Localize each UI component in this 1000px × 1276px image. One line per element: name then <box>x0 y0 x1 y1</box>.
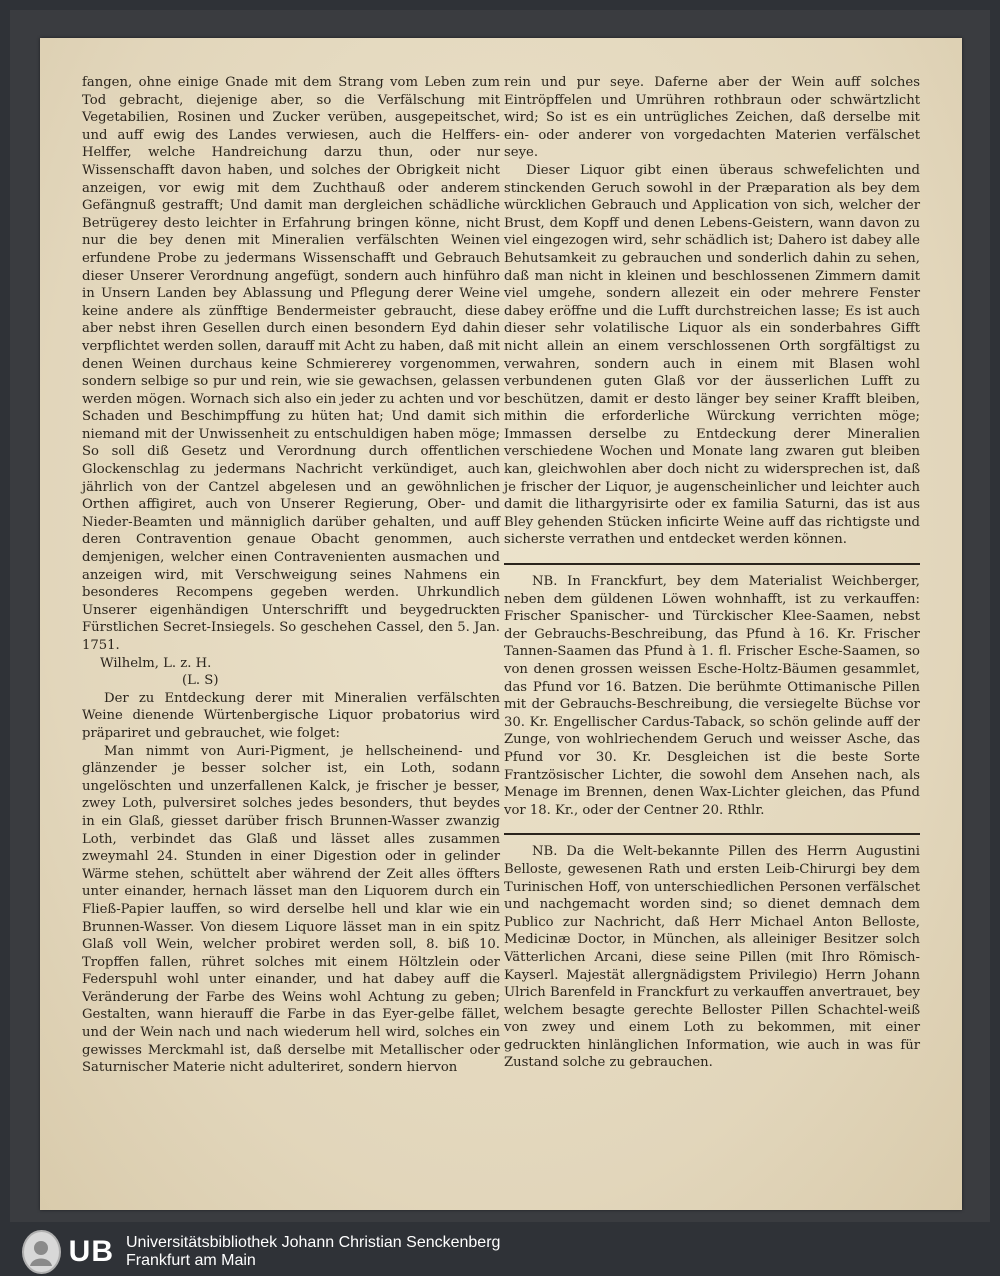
institution-line-2: Frankfurt am Main <box>126 1252 256 1269</box>
decree-paragraph: fangen, ohne einige Gnade mit dem Strang vom Leben zum Tod gebracht, diejenige aber, so die Verfälschung mit Vegetabilien, Rosinen und Zucker verüben, ausgepeitschet, und auff ewig des Landes verwiesen, auch die Helffers-Helffer, welche Handreichung darzu thun, oder nur Wissenschafft davon haben, und solches der Obrigkeit nicht anzeigen, vor ewig mit dem Zuchthauß oder anderem Gefängnuß gestrafft; Und damit man dergleichen schädliche Betrügerey desto leichter in Erfahrung bringen könne, nicht nur die bey denen mit Mineralien verfälschten Weinen erfundene Probe zu jedermans Wissenschafft und Gebrauch dieser Unserer Verordnung angefügt, sondern auch hinführo in Unsern Landen bey Ablassung und Pflegung derer Weine keine andere als zünfftige Bendermeister gebraucht, diese aber nebst ihren Gesellen durch einen besondern Eyd dahin verpflichtet werden sollen, darauff mit Acht zu haben, daß mit denen Weinen durchaus keine Schmiererey vorgenommen, sondern selbige so pur und rein, wie sie gewachsen, gelassen werden mögen. Wornach sich also ein jeder zu achten und vor Schaden und Beschimpffung zu hüten hat; Und damit sich niemand mit der Unwissenheit zu entschuldigen haben möge; So soll diß Gesetz und Verordnung durch offentlichen Glockenschlag zu jedermans Nachricht verkündiget, auch jährlich von der Cantzel abgelesen und an gewöhnlichen Orthen affigiret, auch von Unserer Regierung, Ober- und Nieder-Beamten und männiglich darüber gehalten, und auff deren Contravention genaue Obacht genommen, auch demjenigen, welcher einen Contravenienten ausmachen und anzeigen wird, mit Verschweigung seines Nahmens ein besonderes Recompens gegeben werden. Uhrkundlich Unserer eigenhändigen Unterschrifft und beygedruckten Fürstlichen Secret-Insiegels. So geschehen Cassel, den 5. Jan. 1751. <box>82 75 500 653</box>
document-page <box>40 38 962 1210</box>
notice-belloste <box>504 843 920 1072</box>
signature: Wilhelm, L. z. H. <box>100 655 212 671</box>
continuation-paragraph: rein und pur seye. Daferne aber der Wein auff solches Eintröpffelen und Umrühren rothbraun oder schwärtzlicht wird; So ist es ein untrügliches Zeichen, daß derselbe mit ein- oder anderer von vorgedachten Materien verfälschet seye. <box>504 75 920 161</box>
liquor-intro-paragraph: Der zu Entdeckung derer mit Mineralien verfälschten Weine dienende Würtenbergische Liquor probatorius wird präpariret und gebrauchet, wie folget: <box>82 690 500 741</box>
section-divider <box>504 563 920 565</box>
senckenberg-portrait-icon <box>22 1230 61 1274</box>
right-column <box>504 74 920 1072</box>
warning-paragraph: Dieser Liquor gibt einen überaus schwefelichten und stinckenden Geruch sowohl in der Præparation als bey dem würcklichen Gebrauch und Application von sich, welcher der Brust, dem Kopff und denen Lebens-Geistern, wann davon zu viel eingezogen wird, sehr schädlich ist; Dahero ist dabey alle Behutsamkeit zu gebrauchen und sonderlich dahin zu sehen, daß man nicht in kleinen und beschlossenen Zimmern damit viel umgehe, sondern allezeit ein oder mehrere Fenster dabey eröffne und die Lufft durchstreichen lasse; Es ist auch dieser sehr volatilische Liquor als ein sonderbahres Gifft nicht allein an einem verschlossenen Orth sorgfältigst zu verwahren, sondern auch in einem mit Blasen wohl verbundenen guten Glaß vor der äusserlichen Lufft zu beschützen, damit er desto länger bey seiner Krafft bleiben, mithin die erforderliche Würckung verrichten möge; Immassen derselbe zu Entdeckung derer Mineralien verschiedene Wochen und Monate lang zwaren gut bleiben kan, gleichwohlen aber doch nicht zu widersprechen ist, daß je frischer der Liquor, je augenscheinlicher und leichter auch damit die lithargyrisirte oder ex familia Saturni, das ist aus Bley gehenden Stücken inficirte Weine auff das richtigste und sicherste verrathen und entdecket werden können. <box>504 162 920 548</box>
logo-text: UB <box>68 1235 114 1268</box>
library-footer <box>0 1226 1000 1276</box>
library-logo[interactable] <box>22 1230 114 1274</box>
left-column <box>82 74 500 1077</box>
institution-line-1: Universitätsbibliothek Johann Christian Senckenberg <box>126 1234 501 1251</box>
notice-belloste-text: NB. Da die Welt-bekannte Pillen des Herrn Augustini Belloste, gewesenen Rath und ersten Leib-Chirurgi bey dem Turinischen Hoff, von unterschiedlichen Personen verfälschet und nachgemacht worden sind; so dienet demnach dem Publico zur Nachricht, daß Herr Michael Anton Belloste, Medicinæ Doctor, in München, als alleiniger Besitzer solch Vätterlichen Arcani, diese seine Pillen (mit Ihro Römisch-Kayserl. Majestät allergnädigstem Privilegio) Herrn Johann Ulrich Barenfeld in Franckfurt zu verkauffen anvertrauet, bey welchem besagte gerechte Belloster Pillen Schachtel-weiß von zwey und einem Loth zu bekommen, mit einer gedruckten hinlänglichen Information, wie auch in was für Zustand solche zu gebrauchen. <box>504 844 920 1071</box>
liquor-recipe-paragraph: Man nimmt von Auri-Pigment, je hellscheinend- und glänzender je besser solcher ist, ein Loth, sodann ungelöschten und unzerfallenen Kalck, je frischer je besser, zwey Loth, pulversiret solches jedes besonders, thut beydes in ein Glaß, giesset darüber frisch Brunnen-Wasser zwanzig Loth, verbindet das Glaß und lässet alles zusammen zweymahl 24. Stunden in einer Digestion oder in gelinder Wärme stehen, schüttelt aber während der Zeit alles öffters unter einander, hernach lässet man den Liquorem durch ein Fließ-Papier lauffen, so wird derselbe hell und klar wie ein Brunnen-Wasser. Von diesem Liquore lässet man in ein spitz Glaß voll Wein, welcher probiret werden soll, 8. biß 10. Tropffen fallen, rühret solches mit einem Höltzlein oder Federspuhl wohl unter einander, und hat dabey auff die Veränderung der Farbe des Weins wohl Achtung zu geben; Gestalten, wann hierauff die Farbe in das Eyer-gelbe fället, und der Wein nach und nach wiederum hell wird, solches ein gewisses Merckmahl ist, daß derselbe mit Metallischer oder Saturnischer Materie nicht adulteriret, sondern hiervon <box>82 743 500 1076</box>
scan-frame <box>10 10 990 1222</box>
seal-mark: (L. S) <box>182 673 219 689</box>
section-divider <box>504 833 920 835</box>
notice-weichberger <box>504 573 920 819</box>
institution-name <box>126 1234 500 1270</box>
notice-weichberger-text: NB. In Franckfurt, bey dem Materialist Weichberger, neben dem güldenen Löwen wohnhafft, ist zu verkauffen: Frischer Spanischer- und Türckischer Klee-Saamen, nebst der Gebrauchs-Beschreibung, das Pfund à 16. Kr. Frischer Tannen-Saamen das Pfund à 1. fl. Frischer Esche-Saamen, so von denen grossen weissen Esche-Holtz-Bäumen gesammlet, das Pfund vor 16. Batzen. Die berühmte Ottimanische Pillen mit der Gebrauchs-Beschreibung, die versiegelte Büchse vor 30. Kr. Engellischer Cardus-Taback, so schön gelinde auff der Zunge, von wohlriechendem Geruch und weisser Asche, das Pfund vor 30. Kr. Desgleichen ist die beste Sorte Frantzösischer Lichter, die sowohl dem Ansehen nach, als Menage im Brennen, denen Wax-Lichter gleichen, das Pfund vor 18. Kr., oder der Centner 20. Rthlr. <box>504 574 920 818</box>
